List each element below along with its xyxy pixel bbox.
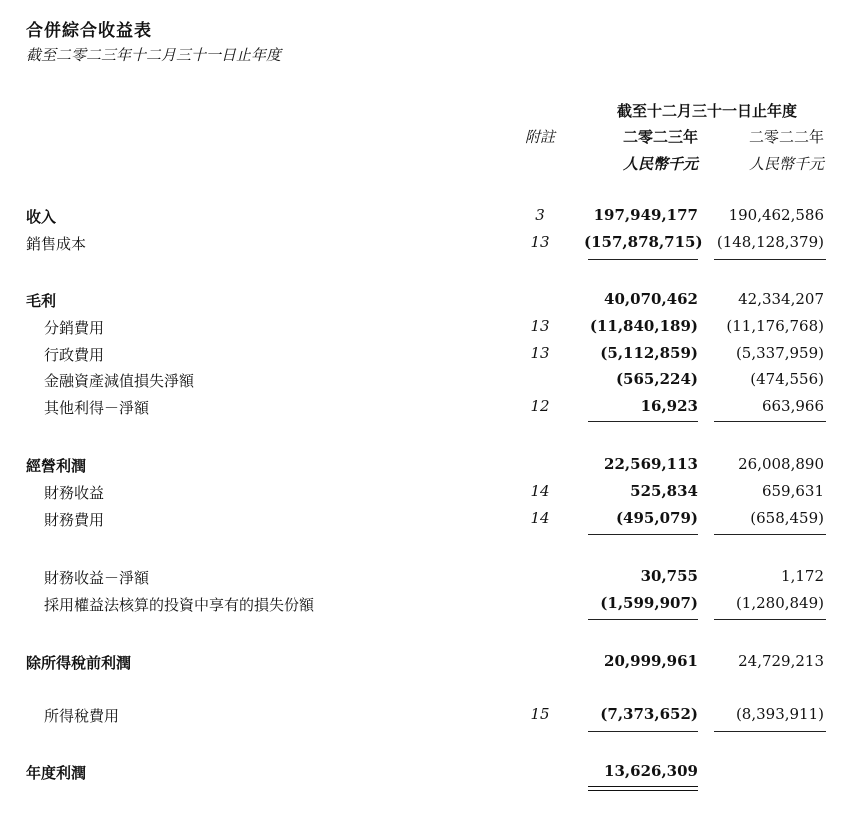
row-impairment-losses: [0, 370, 852, 392]
row-operating-profit: [0, 455, 852, 477]
row-gross-profit: [0, 290, 852, 312]
row-label: 金融資產減值損失淨額: [44, 372, 195, 390]
row-value-2023: 40,070,462: [604, 290, 698, 308]
subtotal-rule: [714, 731, 826, 732]
row-note: 13: [530, 317, 550, 335]
row-value-2022: (148,128,379): [716, 233, 824, 251]
row-label: 財務收益－淨額: [44, 569, 150, 587]
row-value-2022: (1,280,849): [735, 594, 824, 612]
row-note: 15: [530, 705, 550, 723]
row-value-2022: 663,966: [761, 397, 824, 415]
row-value-2023: 16,923: [640, 397, 698, 415]
row-share-of-losses: [0, 594, 852, 616]
row-value-2023: 13,626,309: [604, 762, 698, 780]
row-value-2023: (5,112,859): [600, 344, 698, 362]
row-other-gains: [0, 397, 852, 419]
row-label: 所得稅費用: [44, 707, 120, 725]
row-label: 分銷費用: [44, 319, 105, 337]
statement-subtitle: 截至二零二三年十二月三十一日止年度: [26, 46, 282, 64]
row-note: 14: [530, 482, 550, 500]
row-value-2022: (474,556): [750, 370, 824, 388]
row-label: 採用權益法核算的投資中享有的損失份額: [44, 596, 315, 614]
row-label: 毛利: [26, 292, 57, 310]
row-note: 12: [530, 397, 550, 415]
row-label: 年度利潤: [26, 764, 87, 782]
row-label: 經營利潤: [26, 457, 87, 475]
row-value-2022: (658,459): [750, 509, 824, 527]
statement-title: 合併綜合收益表: [26, 21, 152, 41]
row-note: 13: [530, 344, 550, 362]
row-label: 其他利得－淨額: [44, 399, 150, 417]
row-label: 收入: [26, 208, 57, 226]
row-value-2023: (565,224): [615, 370, 698, 388]
row-label: 財務費用: [44, 511, 105, 529]
row-value-2022: 1,172: [781, 567, 824, 585]
row-cost-of-sales: [0, 233, 852, 255]
row-income-tax: [0, 705, 852, 727]
subtotal-rule: [714, 421, 826, 422]
row-value-2023: (1,599,907): [600, 594, 698, 612]
row-value-2023: (7,373,652): [600, 705, 698, 723]
row-value-2023: (495,079): [615, 509, 698, 527]
row-value-2022: (11,176,768): [726, 317, 824, 335]
row-value-2022: (8,393,911): [735, 705, 824, 723]
row-value-2023: 20,999,961: [604, 652, 698, 670]
row-value-2023: (11,840,189): [589, 317, 698, 335]
row-value-2023: 197,949,177: [593, 206, 698, 224]
row-value-2022: 26,008,890: [738, 455, 824, 473]
subtotal-rule: [714, 534, 826, 535]
header-note: 附註: [524, 128, 555, 146]
row-value-2023: 22,569,113: [604, 455, 698, 473]
subtotal-rule: [588, 421, 698, 422]
row-value-2022: 659,631: [761, 482, 824, 500]
row-value-2022: 42,334,207: [738, 290, 824, 308]
row-profit-before-tax: [0, 652, 852, 674]
subtotal-rule: [588, 259, 698, 260]
header-unit-2022: 人民幣千元: [748, 155, 824, 173]
row-finance-income: [0, 482, 852, 504]
row-value-2023: 525,834: [630, 482, 698, 500]
row-note: 14: [530, 509, 550, 527]
header-unit-2023: 人民幣千元: [622, 155, 698, 173]
row-value-2022: (5,337,959): [735, 344, 824, 362]
subtotal-rule: [588, 534, 698, 535]
header-year-2022: 二零二二年: [748, 128, 824, 146]
row-label: 銷售成本: [26, 235, 87, 253]
row-revenue: [0, 206, 852, 228]
row-finance-costs: [0, 509, 852, 531]
row-label: 行政費用: [44, 346, 105, 364]
row-note: 3: [535, 206, 545, 224]
subtotal-rule: [588, 731, 698, 732]
row-admin-expenses: [0, 344, 852, 366]
row-value-2023: 30,755: [640, 567, 698, 585]
row-label: 除所得稅前利潤: [26, 654, 132, 672]
subtotal-rule: [588, 619, 698, 620]
row-net-finance-income: [0, 567, 852, 589]
row-value-2022: 24,729,213: [738, 652, 824, 670]
row-value-2023: (157,878,715): [584, 233, 703, 251]
header-year-2023: 二零二三年: [622, 128, 698, 146]
row-value-2022: 190,462,586: [728, 206, 824, 224]
row-distribution-costs: [0, 317, 852, 339]
row-profit-for-year: [0, 762, 852, 784]
subtotal-rule: [714, 619, 826, 620]
total-double-rule: [588, 786, 698, 791]
subtotal-rule: [714, 259, 826, 260]
row-label: 財務收益: [44, 484, 105, 502]
header-period: 截至十二月三十一日止年度: [616, 102, 797, 120]
row-note: 13: [530, 233, 550, 251]
